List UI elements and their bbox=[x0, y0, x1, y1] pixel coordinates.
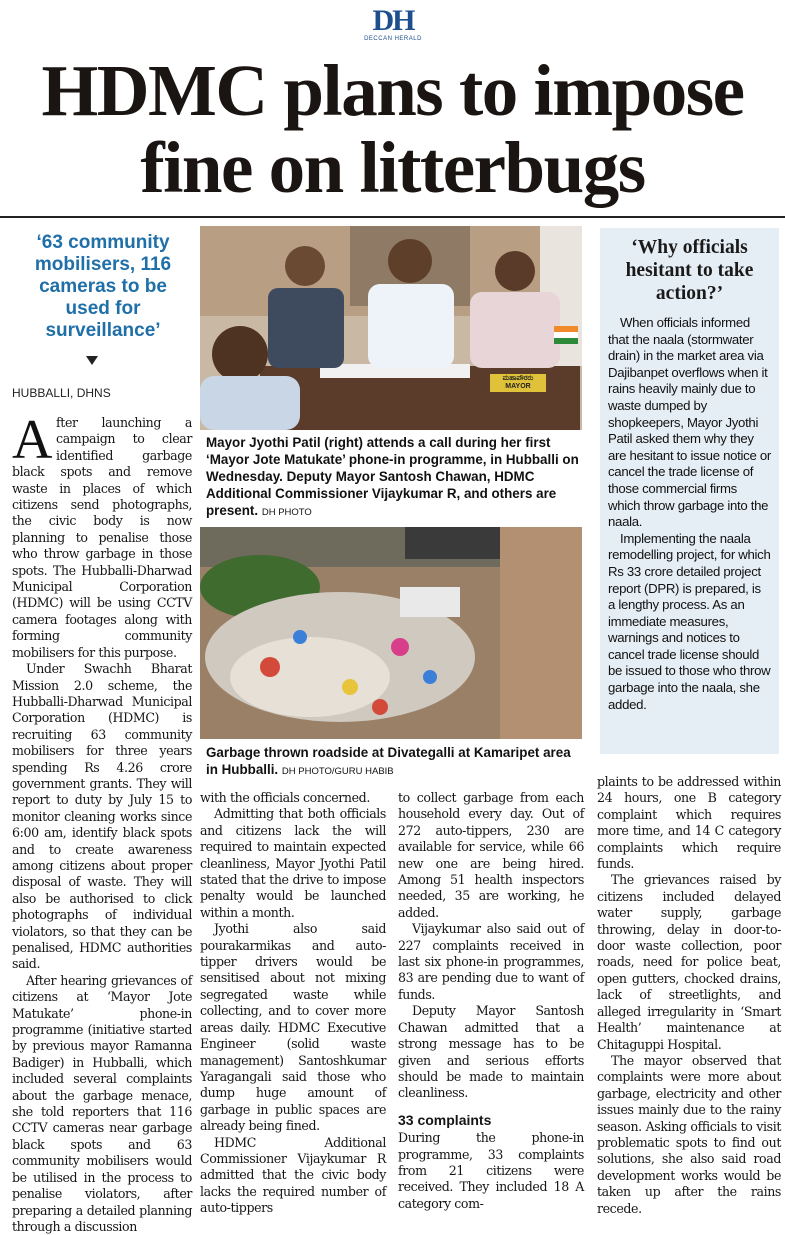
sidebar-body bbox=[608, 315, 771, 713]
article-column-1 bbox=[12, 409, 192, 1235]
mayor-nameplate: ಮಹಾಪೌರರು MAYOR bbox=[502, 375, 534, 390]
paragraph: HDMC Additional Commissioner Vijaykumar R admitted that the civic body lacks the required number of auto-tippers bbox=[200, 1134, 386, 1216]
paragraph: Implementing the naala remodelling project, for which Rs 33 crore detailed project report (DPR) is prepared, is a lengthy process. As an immediate measures, warnings and notices to cancel trade license should be issued to those who throw garbage into the naala, she added. bbox=[608, 530, 771, 712]
paragraph: with the officials concerned. bbox=[200, 790, 370, 805]
paragraph: Vijaykumar also said out of 227 complaints received in last six phone-in programmes, 83 are pending due to want of funds. bbox=[398, 921, 584, 1002]
logo-subtext: DECCAN HERALD bbox=[364, 36, 422, 42]
caption-text: Mayor Jyothi Patil (right) attends a call during her first ‘Mayor Jote Matukate’ phone-in programme, in Hubballi on Wednesday. Deputy Mayor Santosh Chawan, HDMC Additional Commissioner Vijaykumar R, and others are present. bbox=[206, 435, 579, 518]
headline bbox=[0, 52, 785, 206]
photo-garbage-roadside bbox=[200, 527, 582, 739]
paragraph: The grievances raised by citizens included delayed water supply, garbage throwing, delay in door-to-door waste collection, poor roads, need for police beat, open gutters, chocked drains, lack of streetlights, and alleged irregularity in ‘Smart Health’ maintenance at Chitaguppi Hospital. bbox=[597, 872, 781, 1052]
sidebar-title: ‘Why officials hesitant to take action?’ bbox=[625, 237, 754, 304]
headline-line-2: fine on litterbugs bbox=[140, 127, 645, 208]
article-column-2 bbox=[200, 790, 386, 1217]
paragraph: The mayor observed that complaints were more about garbage, electricity and other issues mainly due to the rainy season. Asking officials to visit problematic spots to find out solutions, she also said road development works would be taken up after the rains recede. bbox=[597, 1052, 781, 1216]
meeting-photo-illustration bbox=[200, 226, 582, 430]
paragraph: Jyothi also said pourakarmikas and auto-tipper drivers would be sensitised about not mixing segregated waste while collecting, and to cover more areas daily. HDMC Executive Engineer (solid waste management) Santoshkumar Yaragangali said those who dump huge amount of garbage in public spaces are already being fined. bbox=[200, 921, 386, 1134]
photo-credit: DH PHOTO/GURU HABIB bbox=[281, 766, 394, 777]
garbage-photo-illustration bbox=[200, 527, 582, 739]
paragraph-text: fter launching a campaign to clear identified garbage black spots and remove waste in places of which citizens send photographs, the civic body is now planning to penalise those who throw garbage in those spots. The Hubballi-Dharwad Municipal Corporation (HDMC) will be using CCTV camera footages along with forming community mobilisers for this purpose. bbox=[12, 415, 192, 660]
drop-cap: A bbox=[12, 409, 53, 471]
photo-caption-1 bbox=[206, 434, 586, 521]
headline-line-1: HDMC plans to impose bbox=[41, 50, 744, 131]
caption-text: Garbage thrown roadside at Divategalli at Kamaripet area in Hubballi. bbox=[206, 745, 571, 777]
photo-mayor-meeting bbox=[200, 226, 582, 430]
arrow-down-icon bbox=[86, 356, 98, 365]
logo-text: DH bbox=[372, 4, 414, 37]
photo-credit: DH PHOTO bbox=[261, 507, 312, 518]
pull-quote: ‘63 community mobilisers, 116 cameras to be used for surveillance’ bbox=[34, 232, 172, 341]
paragraph: During the phone-in programme, 33 complaints from 21 citizens were received. They included 18 A category com- bbox=[398, 1130, 584, 1211]
paragraph: After hearing grievances of citizens at ‘Mayor Jote Matukate’ phone-in programme (initiative started by previous mayor Ramanna Badiger) in Hubballi, which included several complaints about the garbage menace, she told reporters that 116 CCTV cameras near garbage black spots and 63 community mobilisers would be utilised in the process to penalise violators, after preparing a detailed planning through a discussion bbox=[12, 972, 192, 1234]
paragraph: plaints to be addressed within 24 hours, one B category complaint which requires more time, and 14 C category complaints which require funds. bbox=[597, 774, 781, 872]
paragraph: Admitting that both officials and citizens lack the will required to maintain expected cleanliness, Mayor Jyothi Patil stated that the drive to impose penalty would be launched within a month. bbox=[200, 806, 386, 920]
paragraph: When officials informed that the naala (stormwater drain) in the market area via Dajibanpet overflows when it rains heavily mainly due to waste dumped by shopkeepers, Mayor Jyothi Patil asked them why they are hesitant to issue notice or cancel the trade license of those commercial firms which throw garbage into the naala. bbox=[608, 315, 771, 530]
article-column-3 bbox=[398, 790, 584, 1212]
sidebar-box bbox=[600, 228, 779, 754]
headline-rule bbox=[0, 216, 785, 218]
paragraph: Under Swachh Bharat Mission 2.0 scheme, the Hubballi-Dharwad Municipal Corporation (HDMC) is recruiting 63 community mobilisers for three years spending Rs 4.26 crore government grants. They will report to duty by July 15 to monitor cleaning works since 6:00 am, identify black spots and to create awareness among citizens about proper disposal of waste. They will also be authorised to click photographs of individual violators, so that they can be penalised, HDMC authorities said. bbox=[12, 661, 192, 972]
dateline: HUBBALLI, DHNS bbox=[12, 386, 111, 400]
paragraph bbox=[12, 409, 192, 661]
masthead-logo bbox=[360, 6, 426, 42]
subheading: 33 complaints bbox=[398, 1111, 492, 1128]
paragraph: Deputy Mayor Santosh Chawan admitted that a strong message has to be given and serious efforts should be made to maintain cleanliness. bbox=[398, 1003, 584, 1101]
article-column-4 bbox=[597, 774, 781, 1217]
paragraph: to collect garbage from each household every day. Out of 272 auto-tippers, 230 are available for service, while 66 new one are being hired. Among 51 health inspectors needed, 35 are working, he added. bbox=[398, 790, 584, 920]
photo-caption-2 bbox=[206, 744, 586, 780]
